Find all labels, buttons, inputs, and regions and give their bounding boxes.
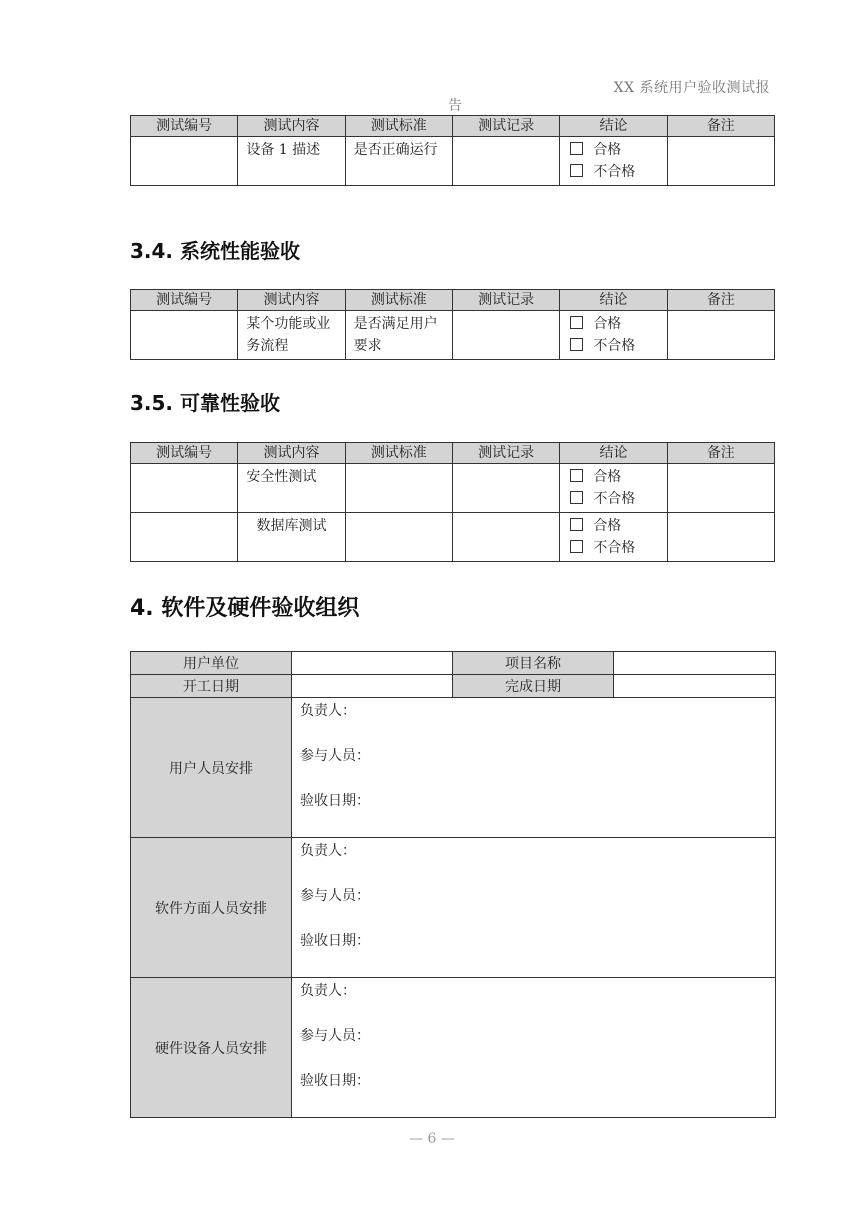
software-staff-field[interactable] <box>292 838 776 978</box>
cell-conclusion <box>560 464 667 513</box>
section-heading-3-4: 3.4. 系统性能验收 <box>130 239 300 263</box>
col-conclusion-header: 结论 <box>560 290 667 311</box>
members-line: 参与人员： <box>300 1028 370 1044</box>
cell-standard <box>345 464 452 513</box>
leader-line: 负责人： <box>300 983 356 999</box>
fail-option[interactable]: 不合格 <box>568 537 658 559</box>
cell-record <box>452 464 559 513</box>
cell-content: 安全性测试 <box>238 464 345 513</box>
checkbox-icon[interactable] <box>570 469 583 482</box>
reliability-table <box>130 442 775 562</box>
table-row <box>131 137 775 186</box>
header-title-continued: 告 <box>448 98 462 114</box>
cell-record <box>452 311 559 360</box>
cell-content: 设备 1 描述 <box>238 137 345 186</box>
cell-content: 数据库测试 <box>238 513 345 562</box>
col-conclusion-header: 结论 <box>560 116 667 137</box>
checkbox-icon[interactable] <box>570 316 583 329</box>
organization-table <box>130 651 776 1118</box>
table-header-row <box>131 116 775 137</box>
leader-line: 负责人： <box>300 843 356 859</box>
fail-option[interactable]: 不合格 <box>568 488 658 510</box>
table-row <box>131 838 776 978</box>
members-line: 参与人员： <box>300 748 370 764</box>
cell-note <box>667 311 774 360</box>
col-note-header: 备注 <box>667 443 774 464</box>
cell-id <box>131 464 238 513</box>
col-id-header: 测试编号 <box>131 443 238 464</box>
cell-record <box>452 137 559 186</box>
checkbox-icon[interactable] <box>570 491 583 504</box>
page-number: — 6 — <box>409 1131 455 1147</box>
col-record-header: 测试记录 <box>452 290 559 311</box>
performance-table <box>130 289 775 360</box>
project-name-label: 项目名称 <box>453 652 614 675</box>
col-id-header: 测试编号 <box>131 290 238 311</box>
cell-note <box>667 137 774 186</box>
cell-standard: 是否正确运行 <box>345 137 452 186</box>
software-staff-label: 软件方面人员安排 <box>131 838 292 978</box>
user-staff-label: 用户人员安排 <box>131 698 292 838</box>
start-date-field[interactable] <box>292 675 453 698</box>
col-note-header: 备注 <box>667 116 774 137</box>
col-record-header: 测试记录 <box>452 116 559 137</box>
section-heading-3-5: 3.5. 可靠性验收 <box>130 391 280 415</box>
checkbox-icon[interactable] <box>570 518 583 531</box>
date-line: 验收日期： <box>300 1073 370 1089</box>
col-conclusion-header: 结论 <box>560 443 667 464</box>
checkbox-icon[interactable] <box>570 142 583 155</box>
hardware-staff-label: 硬件设备人员安排 <box>131 978 292 1118</box>
cell-conclusion <box>560 311 667 360</box>
leader-line: 负责人： <box>300 703 356 719</box>
user-unit-field[interactable] <box>292 652 453 675</box>
cell-record <box>452 513 559 562</box>
members-line: 参与人员： <box>300 888 370 904</box>
table-row <box>131 698 776 838</box>
col-note-header: 备注 <box>667 290 774 311</box>
table-header-row <box>131 443 775 464</box>
pass-option[interactable]: 合格 <box>568 139 658 161</box>
cell-conclusion <box>560 513 667 562</box>
section-heading-4: 4. 软件及硬件验收组织 <box>130 596 360 621</box>
col-content-header: 测试内容 <box>238 443 345 464</box>
checkbox-icon[interactable] <box>570 164 583 177</box>
table-row <box>131 311 775 360</box>
col-standard-header: 测试标准 <box>345 443 452 464</box>
fail-option[interactable]: 不合格 <box>568 161 658 183</box>
col-standard-header: 测试标准 <box>345 116 452 137</box>
cell-content: 某个功能或业务流程 <box>238 311 345 360</box>
col-record-header: 测试记录 <box>452 443 559 464</box>
cell-note <box>667 513 774 562</box>
cell-id <box>131 513 238 562</box>
pass-option[interactable]: 合格 <box>568 515 658 537</box>
table-row <box>131 675 776 698</box>
test-table-top <box>130 115 775 186</box>
cell-standard: 是否满足用户要求 <box>345 311 452 360</box>
cell-id <box>131 311 238 360</box>
pass-option[interactable]: 合格 <box>568 466 658 488</box>
project-name-field[interactable] <box>614 652 776 675</box>
date-line: 验收日期： <box>300 793 370 809</box>
cell-standard <box>345 513 452 562</box>
user-unit-label: 用户单位 <box>131 652 292 675</box>
user-staff-field[interactable] <box>292 698 776 838</box>
cell-note <box>667 464 774 513</box>
cell-id <box>131 137 238 186</box>
finish-date-field[interactable] <box>614 675 776 698</box>
table-header-row <box>131 290 775 311</box>
cell-conclusion <box>560 137 667 186</box>
col-standard-header: 测试标准 <box>345 290 452 311</box>
finish-date-label: 完成日期 <box>453 675 614 698</box>
col-content-header: 测试内容 <box>238 116 345 137</box>
fail-option[interactable]: 不合格 <box>568 335 658 357</box>
header-title: XX 系统用户验收测试报 <box>613 80 770 96</box>
checkbox-icon[interactable] <box>570 540 583 553</box>
col-id-header: 测试编号 <box>131 116 238 137</box>
col-content-header: 测试内容 <box>238 290 345 311</box>
date-line: 验收日期： <box>300 933 370 949</box>
table-row <box>131 652 776 675</box>
start-date-label: 开工日期 <box>131 675 292 698</box>
table-row <box>131 464 775 513</box>
checkbox-icon[interactable] <box>570 338 583 351</box>
table-row <box>131 978 776 1118</box>
pass-option[interactable]: 合格 <box>568 313 658 335</box>
hardware-staff-field[interactable] <box>292 978 776 1118</box>
table-row <box>131 513 775 562</box>
